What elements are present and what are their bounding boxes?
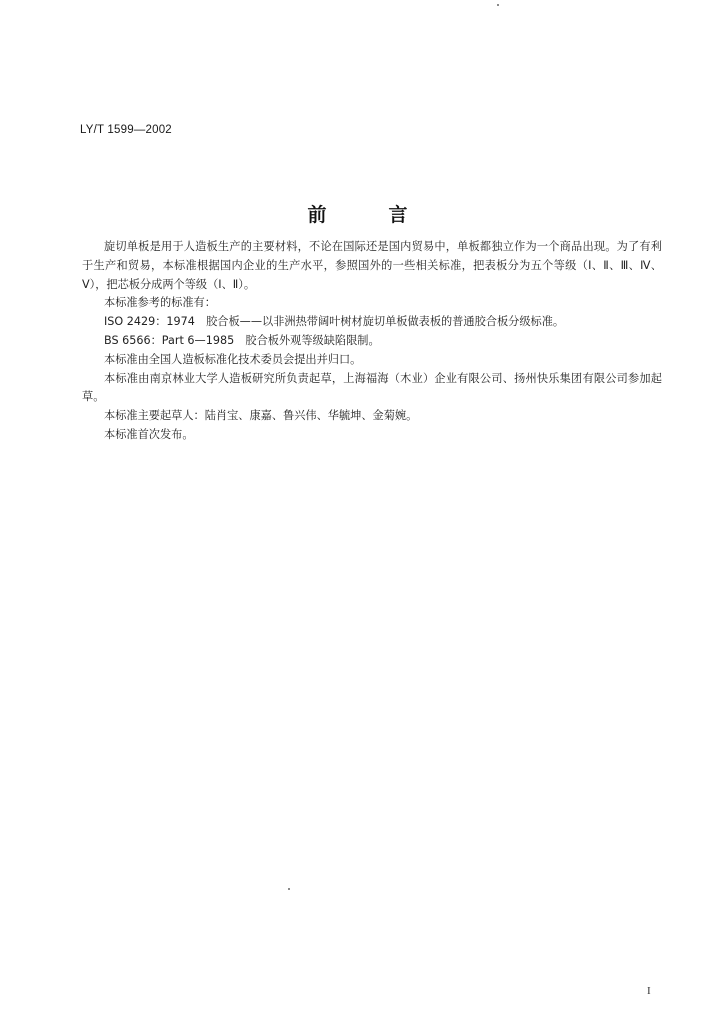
paragraph-drafters: 本标准主要起草人：陆肖宝、康嘉、鲁兴伟、华毓坤、金菊婉。 (104, 409, 418, 423)
document-id: LY/T 1599—2002 (80, 124, 172, 136)
page-title: 前言 (307, 204, 470, 226)
paragraph-proposer: 本标准由全国人造板标准化技术委员会提出并归口。 (104, 352, 362, 366)
scan-speck (497, 4, 499, 6)
paragraph-intro: 旋切单板是用于人造板生产的主要材料，不论在国际还是国内贸易中，单板都独立作为一个商品出现。为了有利于生产和贸易，本标准根据国内企业的生产水平，参照国外的一些相关标准，把表板分为五个等级（Ⅰ、Ⅱ、Ⅲ、Ⅳ、Ⅴ），把芯板分成两个等级（Ⅰ、Ⅱ）。 (82, 240, 662, 291)
paragraph-references-lead: 本标准参考的标准有： (104, 296, 216, 310)
reference-iso-2429: ISO 2429：1974 胶合板——以非洲热带阔叶树材旋切单板做表板的普通胶合板分级标准。 (104, 315, 565, 329)
foreword-body (82, 238, 662, 445)
reference-bs-6566: BS 6566：Part 6—1985 胶合板外观等级缺陷限制。 (104, 333, 380, 347)
paragraph-drafting-units: 本标准由南京林业大学人造板研究所负责起草，上海福海（木业）企业有限公司、扬州快乐集团有限公司参加起草。 (82, 371, 662, 404)
scan-speck (288, 888, 290, 890)
paragraph-first-release: 本标准首次发布。 (104, 427, 194, 441)
page-number: I (647, 985, 651, 997)
